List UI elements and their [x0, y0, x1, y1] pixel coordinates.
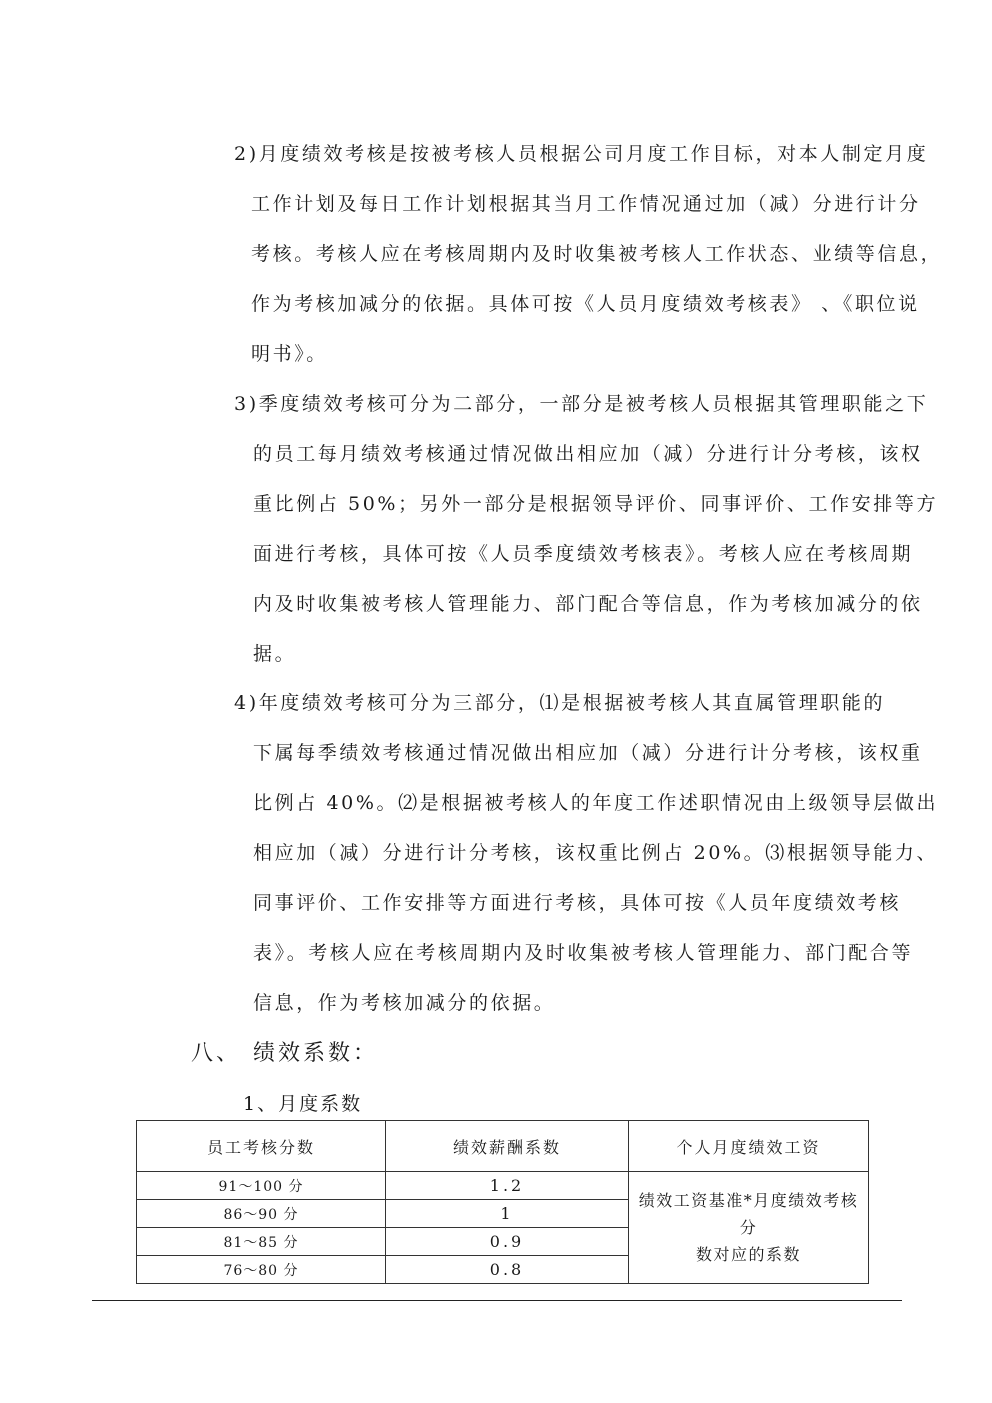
header-coefficient: 绩效薪酬系数	[386, 1121, 629, 1172]
text-line: 3)季度绩效考核可分为二部分，一部分是被考核人员根据其管理职能之下	[234, 393, 929, 415]
table-row	[137, 1172, 869, 1200]
text-line: 据。	[253, 643, 297, 665]
text-line: 作为考核加减分的依据。具体可按《人员月度绩效考核表》 、《职位说	[251, 293, 920, 315]
score-cell: 81～85 分	[137, 1228, 386, 1256]
text-line: 4)年度绩效考核可分为三部分，⑴是根据被考核人其直属管理职能的	[234, 692, 886, 714]
coefficient-cell: 1	[386, 1200, 629, 1228]
text-line: 考核。考核人应在考核周期内及时收集被考核人工作状态、业绩等信息，	[251, 243, 943, 265]
text-line: 比例占 40%。⑵是根据被考核人的年度工作述职情况由上级领导层做出	[253, 792, 939, 814]
text-line: 表》。考核人应在考核周期内及时收集被考核人管理能力、部门配合等	[253, 942, 914, 964]
score-cell: 76～80 分	[137, 1256, 386, 1284]
text-line: 相应加（减）分进行计分考核，该权重比例占 20%。⑶根据领导能力、	[253, 842, 939, 864]
text-line: 的员工每月绩效考核通过情况做出相应加（减）分进行计分考核，该权	[253, 443, 923, 465]
formula-line: 数对应的系数	[695, 1245, 801, 1264]
text-line: 面进行考核，具体可按《人员季度绩效考核表》。考核人应在考核周期	[253, 543, 914, 565]
section-title: 绩效系数：	[253, 1041, 379, 1066]
header-monthly-pay: 个人月度绩效工资	[629, 1121, 869, 1172]
formula-line: 绩效工资基准*月度绩效考核分	[638, 1191, 859, 1237]
text-line: 明书》。	[251, 343, 328, 365]
monthly-coefficient-table	[136, 1120, 869, 1284]
header-score: 员工考核分数	[137, 1121, 386, 1172]
section-number: 八、	[191, 1041, 242, 1066]
text-line: 重比例占 50%；另外一部分是根据领导评价、同事评价、工作安排等方	[253, 493, 939, 515]
text-line: 内及时收集被考核人管理能力、部门配合等信息，作为考核加减分的依	[253, 593, 923, 615]
coefficient-cell: 0.8	[386, 1256, 629, 1284]
text-line: 同事评价、工作安排等方面进行考核，具体可按《人员年度绩效考核	[253, 892, 902, 914]
score-cell: 86～90 分	[137, 1200, 386, 1228]
formula-cell	[629, 1172, 869, 1284]
text-line: 工作计划及每日工作计划根据其当月工作情况通过加（减）分进行计分	[251, 193, 921, 215]
text-line: 2)月度绩效考核是按被考核人员根据公司月度工作目标，对本人制定月度	[234, 143, 929, 165]
coefficient-cell: 1.2	[386, 1172, 629, 1200]
score-cell: 91～100 分	[137, 1172, 386, 1200]
table-header-row	[137, 1121, 869, 1172]
subsection-title: 1、月度系数	[243, 1093, 363, 1115]
text-line: 下属每季绩效考核通过情况做出相应加（减）分进行计分考核，该权重	[253, 742, 923, 764]
footer-divider	[92, 1300, 902, 1301]
coefficient-cell: 0.9	[386, 1228, 629, 1256]
text-line: 信息，作为考核加减分的依据。	[253, 992, 556, 1014]
